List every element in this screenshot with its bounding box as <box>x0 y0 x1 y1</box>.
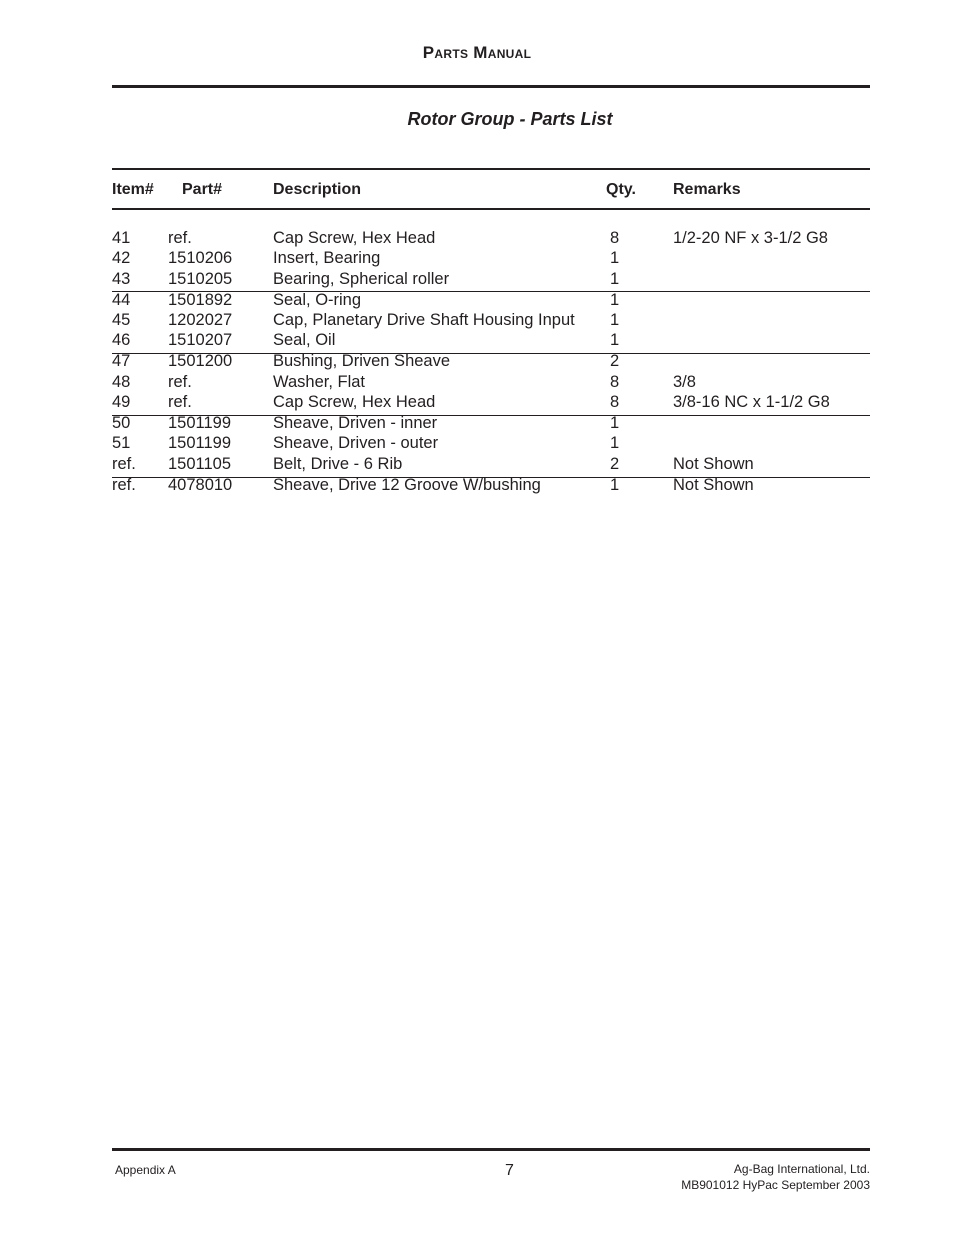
part-description: Seal, Oil <box>273 331 336 349</box>
part-number: 1510206 <box>168 249 233 267</box>
part-description: Sheave, Driven - outer <box>273 434 439 452</box>
part-description: Insert, Bearing <box>273 249 381 267</box>
part-description: Belt, Drive - 6 Rib <box>273 455 403 473</box>
footer-rule <box>112 1148 870 1151</box>
part-description: Cap, Planetary Drive Shaft Housing Input <box>273 311 575 329</box>
part-number: 1501105 <box>168 455 232 473</box>
item-number: 41 <box>112 229 131 247</box>
part-description: Cap Screw, Hex Head <box>273 393 436 411</box>
header-rule <box>112 85 870 88</box>
item-number: 47 <box>112 352 131 370</box>
part-description: Sheave, Drive 12 Groove W/bushing <box>273 476 541 494</box>
part-qty: 1 <box>610 249 620 267</box>
part-description: Bearing, Spherical roller <box>273 270 450 288</box>
part-qty: 8 <box>610 373 620 391</box>
section-title: Rotor Group - Parts List <box>407 109 613 129</box>
part-remarks: Not Shown <box>673 455 754 473</box>
item-number: 49 <box>112 393 131 411</box>
table-row <box>0 330 954 350</box>
item-number: 48 <box>112 373 131 391</box>
item-number: 43 <box>112 270 131 288</box>
footer-doc-ref: MB901012 HyPac September 2003 <box>681 1178 870 1192</box>
column-header-part: Part# <box>182 181 223 198</box>
part-description: Washer, Flat <box>273 373 365 391</box>
table-row <box>0 351 954 371</box>
part-qty: 1 <box>610 291 620 309</box>
part-remarks: 3/8 <box>673 373 696 391</box>
item-number: 51 <box>112 434 131 452</box>
item-number: 44 <box>112 291 131 309</box>
item-number: 50 <box>112 414 131 432</box>
part-qty: 8 <box>610 229 620 247</box>
item-number: 46 <box>112 331 131 349</box>
table-top-rule <box>112 168 870 170</box>
footer-appendix-label: Appendix A <box>115 1163 176 1177</box>
part-remarks: 3/8-16 NC x 1-1/2 G8 <box>673 393 830 411</box>
item-number: 42 <box>112 249 131 267</box>
column-header-qty: Qty. <box>606 181 636 198</box>
table-row <box>0 248 954 268</box>
table-row <box>0 269 954 289</box>
part-remarks: Not Shown <box>673 476 754 494</box>
table-row <box>0 310 954 330</box>
table-row <box>0 228 954 248</box>
item-number: ref. <box>112 476 136 494</box>
part-qty: 1 <box>610 434 620 452</box>
part-qty: 2 <box>610 455 620 473</box>
part-qty: 1 <box>610 476 620 494</box>
part-description: Sheave, Driven - inner <box>273 414 438 432</box>
part-qty: 1 <box>610 414 620 432</box>
table-row <box>0 372 954 392</box>
part-number: 1501199 <box>168 434 232 452</box>
column-header-remarks: Remarks <box>673 181 741 198</box>
part-qty: 1 <box>610 311 620 329</box>
item-number: ref. <box>112 455 136 473</box>
part-qty: 1 <box>610 270 620 288</box>
table-row <box>0 454 954 474</box>
table-row <box>0 392 954 412</box>
part-description: Seal, O-ring <box>273 291 362 309</box>
page-number: 7 <box>505 1162 514 1179</box>
item-number: 45 <box>112 311 131 329</box>
manual-title: Parts Manual <box>422 43 532 62</box>
part-description: Cap Screw, Hex Head <box>273 229 436 247</box>
part-number: ref. <box>168 373 192 391</box>
part-number: 1501892 <box>168 291 233 309</box>
part-number: 4078010 <box>168 476 233 494</box>
table-row <box>0 290 954 310</box>
part-number: 1501199 <box>168 414 232 432</box>
footer-publisher <box>681 1161 870 1193</box>
part-description: Bushing, Driven Sheave <box>273 352 451 370</box>
part-number: 1510207 <box>168 331 233 349</box>
part-qty: 2 <box>610 352 620 370</box>
part-qty: 8 <box>610 393 620 411</box>
footer-company: Ag-Bag International, Ltd. <box>733 1162 870 1176</box>
part-number: ref. <box>168 393 192 411</box>
table-row <box>0 433 954 453</box>
part-number: 1501200 <box>168 352 233 370</box>
part-remarks: 1/2-20 NF x 3-1/2 G8 <box>673 229 828 247</box>
table-row <box>0 475 954 495</box>
table-row <box>0 413 954 433</box>
part-number: 1202027 <box>168 311 233 329</box>
column-header-description: Description <box>273 181 362 198</box>
part-qty: 1 <box>610 331 620 349</box>
header-bottom-rule <box>112 208 870 210</box>
part-number: 1510205 <box>168 270 233 288</box>
part-number: ref. <box>168 229 192 247</box>
column-header-item: Item# <box>112 181 154 198</box>
